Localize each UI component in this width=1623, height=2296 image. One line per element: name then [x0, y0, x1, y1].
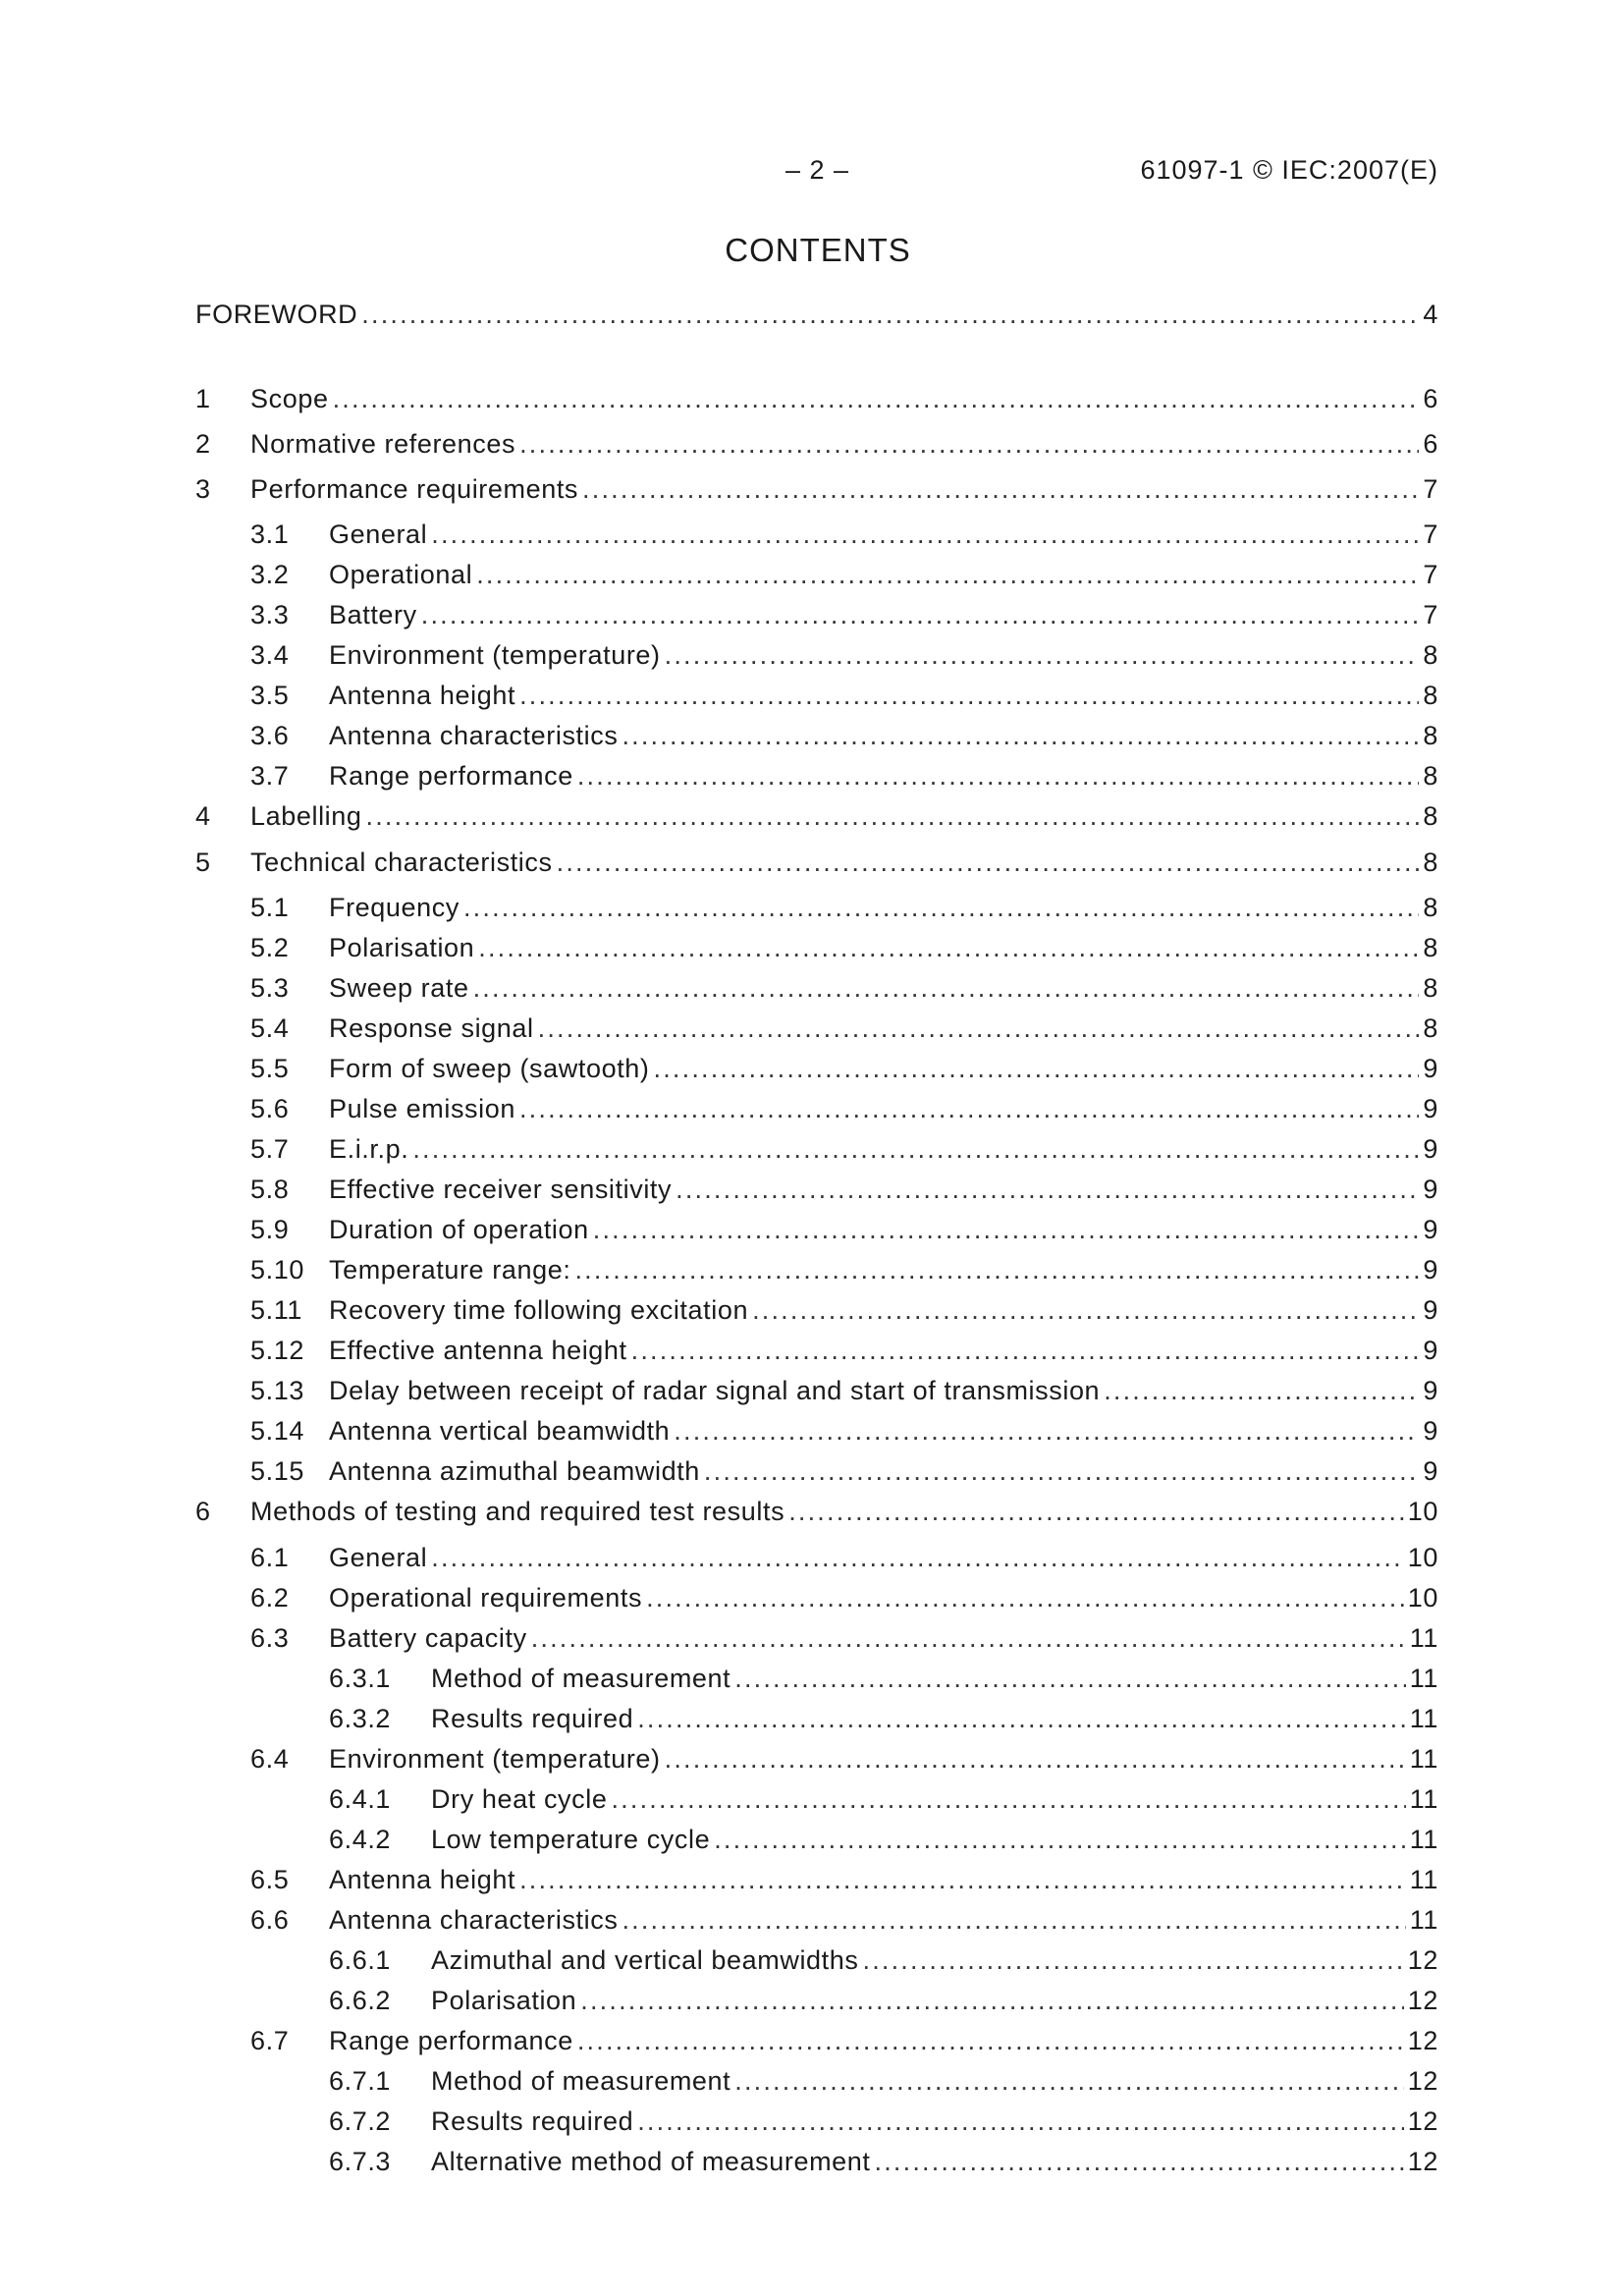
toc-entry-title: Recovery time following excitation — [329, 1295, 749, 1325]
dot-leader — [593, 1212, 1420, 1247]
toc-entry[interactable] — [0, 1620, 1623, 1656]
toc-entry-number: 6.7.3 — [329, 2147, 392, 2176]
toc-entry-title: Antenna characteristics — [329, 1905, 619, 1935]
toc-entry-number: 3.1 — [250, 519, 290, 549]
document-reference: 61097-1 © IEC:2007(E) — [1140, 155, 1438, 185]
dot-leader — [788, 1494, 1404, 1529]
dot-leader — [333, 381, 1420, 416]
dot-leader — [646, 1580, 1404, 1615]
toc-entry-number: 5.4 — [250, 1013, 290, 1043]
toc-entry-page: 9 — [1423, 1175, 1438, 1204]
toc-entry-title: Antenna vertical beamwidth — [329, 1416, 671, 1446]
toc-entry-number: 6.4.2 — [329, 1825, 392, 1854]
toc-entry-page: 7 — [1423, 600, 1438, 629]
toc-entry-number: 6 — [195, 1497, 211, 1526]
toc-entry-title: Polarisation — [329, 933, 475, 962]
toc-entry[interactable] — [0, 517, 1623, 552]
toc-entry-page: 6 — [1423, 384, 1438, 413]
toc-entry[interactable] — [0, 678, 1623, 713]
toc-entry-page: 8 — [1423, 640, 1438, 670]
toc-entry[interactable] — [0, 1741, 1623, 1777]
dot-leader — [734, 2063, 1404, 2099]
toc-entry[interactable] — [0, 1373, 1623, 1408]
toc-entry[interactable] — [0, 845, 1623, 880]
dot-leader — [665, 1741, 1406, 1777]
dot-leader — [1104, 1373, 1419, 1408]
toc-entry-title: Temperature range: — [329, 1255, 571, 1285]
toc-entry-number: 6.6.1 — [329, 1945, 392, 1975]
toc-entry-title: Operational — [329, 560, 473, 589]
toc-entry[interactable] — [0, 557, 1623, 592]
toc-entry-title: Methods of testing and required test results — [250, 1497, 785, 1526]
toc-entry-title: Battery — [329, 600, 417, 629]
toc-entry-number: 3.7 — [250, 761, 290, 791]
dot-leader — [538, 1011, 1420, 1046]
toc-entry-number: 6.6.2 — [329, 1986, 392, 2015]
toc-entry-title: Battery capacity — [329, 1623, 527, 1653]
toc-entry-page: 6 — [1423, 429, 1438, 459]
toc-entry-page: 10 — [1407, 1543, 1438, 1572]
toc-entry-title: Antenna height — [329, 1865, 516, 1894]
toc-entry-title: Azimuthal and vertical beamwidths — [431, 1945, 859, 1975]
toc-entry-title: Scope — [250, 384, 329, 413]
toc-entry-number: 3 — [195, 474, 211, 504]
toc-entry-number: 5.8 — [250, 1175, 290, 1204]
dot-leader — [676, 1172, 1419, 1207]
toc-entry[interactable] — [0, 1091, 1623, 1126]
toc-entry-title: Antenna characteristics — [329, 721, 619, 750]
toc-entry[interactable] — [0, 471, 1623, 507]
toc-entry[interactable] — [0, 1983, 1623, 2018]
toc-entry-number: 5.6 — [250, 1094, 290, 1123]
toc-entry-number: 5 — [195, 847, 211, 877]
toc-entry[interactable] — [0, 1494, 1623, 1529]
toc-entry-title: Technical characteristics — [250, 847, 553, 877]
toc-entry-number: 6.4.1 — [329, 1784, 392, 1814]
dot-leader — [577, 758, 1420, 793]
dot-leader — [519, 1862, 1406, 1897]
toc-entry-number: 5.7 — [250, 1134, 290, 1164]
toc-entry[interactable] — [0, 1822, 1623, 1857]
dot-leader — [421, 597, 1420, 632]
toc-entry-title: Performance requirements — [250, 474, 579, 504]
toc-entry-title: Results required — [431, 1704, 634, 1733]
dot-leader — [431, 517, 1419, 552]
toc-entry-title: General — [329, 519, 428, 549]
dot-leader — [476, 557, 1419, 592]
toc-entry-title: General — [329, 1543, 428, 1572]
toc-entry-page: 10 — [1407, 1497, 1438, 1526]
toc-entry-page: 7 — [1423, 560, 1438, 589]
toc-entry-number: 3.4 — [250, 640, 290, 670]
toc-entry-page: 11 — [1409, 1784, 1438, 1814]
toc-entry-number: 6.3.1 — [329, 1664, 392, 1693]
toc-entry-page: 4 — [1423, 300, 1438, 329]
toc-entry-number: 5.3 — [250, 973, 290, 1003]
toc-entry-number: 6.7 — [250, 2026, 290, 2055]
toc-entry-page: 12 — [1407, 1986, 1438, 2015]
toc-entry-page: 11 — [1409, 1744, 1438, 1774]
toc-entry-number: 5.12 — [250, 1336, 304, 1365]
toc-entry-number: 5.1 — [250, 893, 290, 922]
toc-entry-number: 5.5 — [250, 1054, 290, 1083]
toc-entry-page: 9 — [1423, 1215, 1438, 1244]
toc-entry-page: 8 — [1423, 761, 1438, 791]
toc-entry-page: 9 — [1423, 1295, 1438, 1325]
toc-entry[interactable] — [0, 1292, 1623, 1328]
toc-entry-page: 9 — [1423, 1255, 1438, 1285]
toc-entry-title: Duration of operation — [329, 1215, 589, 1244]
dot-leader — [665, 637, 1420, 673]
dot-leader — [622, 718, 1419, 753]
dot-leader — [622, 1902, 1405, 1938]
dot-leader — [582, 471, 1419, 507]
toc-entry-title: Range performance — [329, 2026, 573, 2055]
dot-leader — [366, 798, 1420, 834]
toc-entry-page: 8 — [1423, 893, 1438, 922]
toc-entry[interactable] — [0, 1661, 1623, 1696]
toc-entry-title: Dry heat cycle — [431, 1784, 608, 1814]
toc-entry-title: Method of measurement — [431, 1664, 731, 1693]
toc-entry-title: Operational requirements — [329, 1583, 643, 1613]
toc-entry[interactable] — [0, 1862, 1623, 1897]
page-title: CONTENTS — [725, 232, 911, 268]
toc-entry-title: Environment (temperature) — [329, 640, 661, 670]
toc-entry-page: 8 — [1423, 721, 1438, 750]
toc-entry-number: 1 — [195, 384, 211, 413]
toc-entry-page: 11 — [1409, 1865, 1438, 1894]
toc-entry[interactable] — [0, 2104, 1623, 2139]
toc-entry-title: Labelling — [250, 801, 362, 831]
dot-leader — [519, 426, 1419, 462]
page-header — [0, 155, 1623, 194]
toc-entry-page: 8 — [1423, 801, 1438, 831]
toc-entry[interactable] — [0, 637, 1623, 673]
toc-entry-page: 11 — [1409, 1825, 1438, 1854]
dot-leader — [580, 1983, 1403, 2018]
toc-entry-title: Antenna azimuthal beamwidth — [329, 1456, 700, 1486]
toc-entry-number: 6.7.2 — [329, 2106, 392, 2136]
dot-leader — [531, 1620, 1406, 1656]
toc-entry[interactable] — [0, 1212, 1623, 1247]
toc-entry[interactable] — [0, 2023, 1623, 2058]
toc-entry[interactable] — [0, 1131, 1623, 1167]
dot-leader — [478, 930, 1419, 965]
toc-entry-title: Antenna height — [329, 681, 516, 710]
toc-entry-number: 6.3 — [250, 1623, 290, 1653]
toc-entry-page: 11 — [1409, 1664, 1438, 1693]
toc-entry[interactable] — [0, 297, 1623, 332]
toc-entry-page: 8 — [1423, 933, 1438, 962]
toc-entry-number: 6.7.1 — [329, 2066, 392, 2096]
toc-entry-number: 6.1 — [250, 1543, 290, 1572]
toc-entry-number: 2 — [195, 429, 211, 459]
dot-leader — [734, 1661, 1406, 1696]
dot-leader — [631, 1333, 1420, 1368]
dot-leader — [654, 1051, 1420, 1086]
toc-entry-title: Frequency — [329, 893, 460, 922]
toc-entry-title: FOREWORD — [195, 300, 358, 329]
toc-entry-title: Delay between receipt of radar signal and start of transmission — [329, 1376, 1101, 1405]
toc-entry-number: 5.2 — [250, 933, 290, 962]
toc-entry-page: 12 — [1407, 2026, 1438, 2055]
toc-entry-number: 3.5 — [250, 681, 290, 710]
dot-leader — [875, 2144, 1404, 2179]
toc-entry-page: 7 — [1423, 474, 1438, 504]
toc-entry-number: 3.3 — [250, 600, 290, 629]
dot-leader — [519, 1091, 1419, 1126]
dot-leader — [463, 890, 1419, 925]
toc-entry-number: 5.15 — [250, 1456, 304, 1486]
toc-entry[interactable] — [0, 1011, 1623, 1046]
toc-entry-title: Pulse emission — [329, 1094, 515, 1123]
toc-entry-page: 11 — [1409, 1905, 1438, 1935]
toc-entry-page: 12 — [1407, 2106, 1438, 2136]
toc-entry-page: 9 — [1423, 1134, 1438, 1164]
toc-entry-title: Results required — [431, 2106, 634, 2136]
toc-entry-title: Sweep rate — [329, 973, 469, 1003]
toc-entry[interactable] — [0, 2063, 1623, 2099]
toc-entry-title: Polarisation — [431, 1986, 577, 2015]
toc-entry[interactable] — [0, 798, 1623, 834]
toc-entry[interactable] — [0, 1252, 1623, 1287]
toc-entry-page: 11 — [1409, 1704, 1438, 1733]
toc-entry-title: Method of measurement — [431, 2066, 731, 2096]
toc-entry-number: 3.2 — [250, 560, 290, 589]
toc-entry[interactable] — [0, 718, 1623, 753]
toc-entry[interactable] — [0, 1540, 1623, 1575]
dot-leader — [704, 1453, 1419, 1489]
dot-leader — [674, 1413, 1419, 1449]
dot-leader — [431, 1540, 1404, 1575]
toc-entry-page: 7 — [1423, 519, 1438, 549]
toc-entry[interactable] — [0, 1902, 1623, 1938]
dot-leader — [637, 2104, 1404, 2139]
dot-leader — [863, 1942, 1404, 1978]
dot-leader — [519, 678, 1419, 713]
toc-entry[interactable] — [0, 1051, 1623, 1086]
toc-entry-number: 5.14 — [250, 1416, 304, 1446]
toc-entry[interactable] — [0, 381, 1623, 416]
toc-entry-page: 9 — [1423, 1456, 1438, 1486]
toc-entry[interactable] — [0, 890, 1623, 925]
toc-entry[interactable] — [0, 597, 1623, 632]
toc-entry-page: 8 — [1423, 847, 1438, 877]
toc-entry-title: Effective receiver sensitivity — [329, 1175, 673, 1204]
toc-entry-page: 10 — [1407, 1583, 1438, 1613]
toc-entry-number: 5.10 — [250, 1255, 304, 1285]
toc-entry[interactable] — [0, 1453, 1623, 1489]
dot-leader — [714, 1822, 1406, 1857]
toc-entry-title: Environment (temperature) — [329, 1744, 661, 1774]
dot-leader — [611, 1781, 1405, 1817]
toc-entry-number: 6.2 — [250, 1583, 290, 1613]
toc-entry-number: 3.6 — [250, 721, 290, 750]
toc-entry-page: 11 — [1409, 1623, 1438, 1653]
dot-leader — [473, 970, 1420, 1006]
toc-entry[interactable] — [0, 758, 1623, 793]
toc-entry-page: 12 — [1407, 2066, 1438, 2096]
dot-leader — [412, 1131, 1419, 1167]
toc-entry[interactable] — [0, 1701, 1623, 1736]
toc-entry[interactable] — [0, 1942, 1623, 1978]
dot-leader — [637, 1701, 1406, 1736]
toc-entry[interactable] — [0, 426, 1623, 462]
toc-entry-page: 12 — [1407, 2147, 1438, 2176]
toc-entry[interactable] — [0, 1333, 1623, 1368]
dot-leader — [361, 297, 1419, 332]
toc-entry[interactable] — [0, 1172, 1623, 1207]
toc-entry[interactable] — [0, 1580, 1623, 1615]
toc-entry-page: 9 — [1423, 1054, 1438, 1083]
toc-entry-page: 12 — [1407, 1945, 1438, 1975]
toc-entry-number: 6.4 — [250, 1744, 290, 1774]
toc-entry-number: 5.9 — [250, 1215, 290, 1244]
toc-entry-page: 9 — [1423, 1094, 1438, 1123]
toc-entry-title: Effective antenna height — [329, 1336, 627, 1365]
toc-entry-page: 9 — [1423, 1376, 1438, 1405]
toc-entry-title: E.i.r.p. — [329, 1134, 409, 1164]
toc-entry-title: Normative references — [250, 429, 516, 459]
toc-entry-title: Form of sweep (sawtooth) — [329, 1054, 650, 1083]
page-number: – 2 – — [785, 155, 850, 185]
toc-entry-title: Range performance — [329, 761, 573, 791]
toc-entry-number: 6.3.2 — [329, 1704, 392, 1733]
toc-entry-number: 5.13 — [250, 1376, 304, 1405]
toc-entry-page: 8 — [1423, 973, 1438, 1003]
dot-leader — [752, 1292, 1419, 1328]
toc-entry-number: 6.6 — [250, 1905, 290, 1935]
dot-leader — [574, 1252, 1419, 1287]
toc-entry[interactable] — [0, 2144, 1623, 2179]
toc-entry[interactable] — [0, 970, 1623, 1006]
toc-entry-title: Low temperature cycle — [431, 1825, 711, 1854]
toc-entry-number: 4 — [195, 801, 211, 831]
toc-entry-title: Alternative method of measurement — [431, 2147, 871, 2176]
toc-entry[interactable] — [0, 1781, 1623, 1817]
toc-entry-page: 9 — [1423, 1336, 1438, 1365]
toc-entry[interactable] — [0, 1413, 1623, 1449]
toc-entry-title: Response signal — [329, 1013, 534, 1043]
toc-entry-number: 5.11 — [250, 1295, 302, 1325]
dot-leader — [557, 845, 1420, 880]
dot-leader — [577, 2023, 1404, 2058]
toc-entry-page: 9 — [1423, 1416, 1438, 1446]
toc-entry-number: 6.5 — [250, 1865, 290, 1894]
toc-entry-page: 8 — [1423, 681, 1438, 710]
toc-entry-page: 8 — [1423, 1013, 1438, 1043]
toc-entry[interactable] — [0, 930, 1623, 965]
